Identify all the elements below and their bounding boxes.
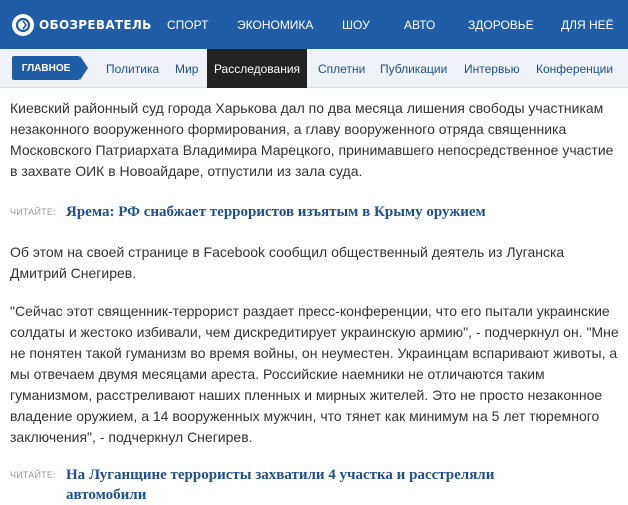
- topnav-economy[interactable]: ЭКОНОМИКА: [237, 17, 314, 32]
- top-header: [0, 0, 628, 49]
- section-investigations[interactable]: Расследования: [207, 49, 307, 88]
- topnav-for-her[interactable]: ДЛЯ НЕЁ: [561, 17, 614, 32]
- read-also-link[interactable]: Ярема: РФ снабжает террористов изъятым в Крыму оружием: [66, 204, 486, 220]
- topnav-auto[interactable]: АВТО: [404, 17, 436, 32]
- section-nav: [0, 49, 628, 88]
- section-world[interactable]: Мир: [175, 61, 199, 76]
- read-also-link[interactable]: На Луганщине террористы захватили 4 участка и расстреляли автомобили: [66, 467, 495, 503]
- article-paragraph-1: Киевский районный суд города Харькова дал по два месяца лишения свободы участникам незаконного вооруженного формирования, а главу вооруженного отряда священника Московского Патриархата Владимира Марецкого, принимавшего непосредственное участие в захвате ОИК в Новоайдаре, отпустили из зала суда.: [10, 100, 614, 179]
- section-conferences[interactable]: Конференции: [536, 61, 614, 76]
- logo-globe-icon: [12, 14, 34, 36]
- topnav-health[interactable]: ЗДОРОВЬЕ: [468, 17, 534, 32]
- topnav-show[interactable]: ШОУ: [342, 17, 370, 32]
- article-paragraph-2: Об этом на своей странице в Facebook сообщил общественный деятель из Луганска Дмитрий Снегирев.: [10, 244, 565, 281]
- read-also-label: ЧИТАЙТЕ:: [10, 470, 56, 480]
- section-politics[interactable]: Политика: [106, 61, 160, 76]
- read-also-2: [10, 465, 622, 505]
- topnav-sport[interactable]: СПОРТ: [167, 17, 209, 32]
- section-interviews[interactable]: Интервью: [464, 61, 520, 76]
- section-publications[interactable]: Публикации: [380, 61, 448, 76]
- logo-text: ОБОЗРЕВАТЕЛЬ: [39, 17, 152, 32]
- home-arrow-icon: [80, 56, 88, 80]
- read-also-1: [10, 202, 622, 222]
- home-button[interactable]: ГЛАВНОЕ: [12, 56, 80, 80]
- site-logo[interactable]: [12, 14, 160, 36]
- read-also-label: ЧИТАЙТЕ:: [10, 207, 56, 217]
- article-paragraph-3: "Сейчас этот священник-террорист раздает пресс-конференции, что его пытали украинские солдаты и жестоко избивали, чем дискредитирует украинскую армию", - подчеркнул он. "Мне не понятен такой гуманизм во время войны, он неуместен. Украинцам вспаривают животы, а мы отвечаем двумя месяцами ареста. Российские наемники не отличаются таким гуманизмом, расстреливают наших пленных и мирных жителей. Это не просто незаконное владение оружием, а 14 вооруженных мужчин, что тянет как минимум на 5 лет тюремного заключения", - подчеркнул Снегирев.: [10, 303, 619, 445]
- section-gossip[interactable]: Сплетни: [318, 61, 366, 76]
